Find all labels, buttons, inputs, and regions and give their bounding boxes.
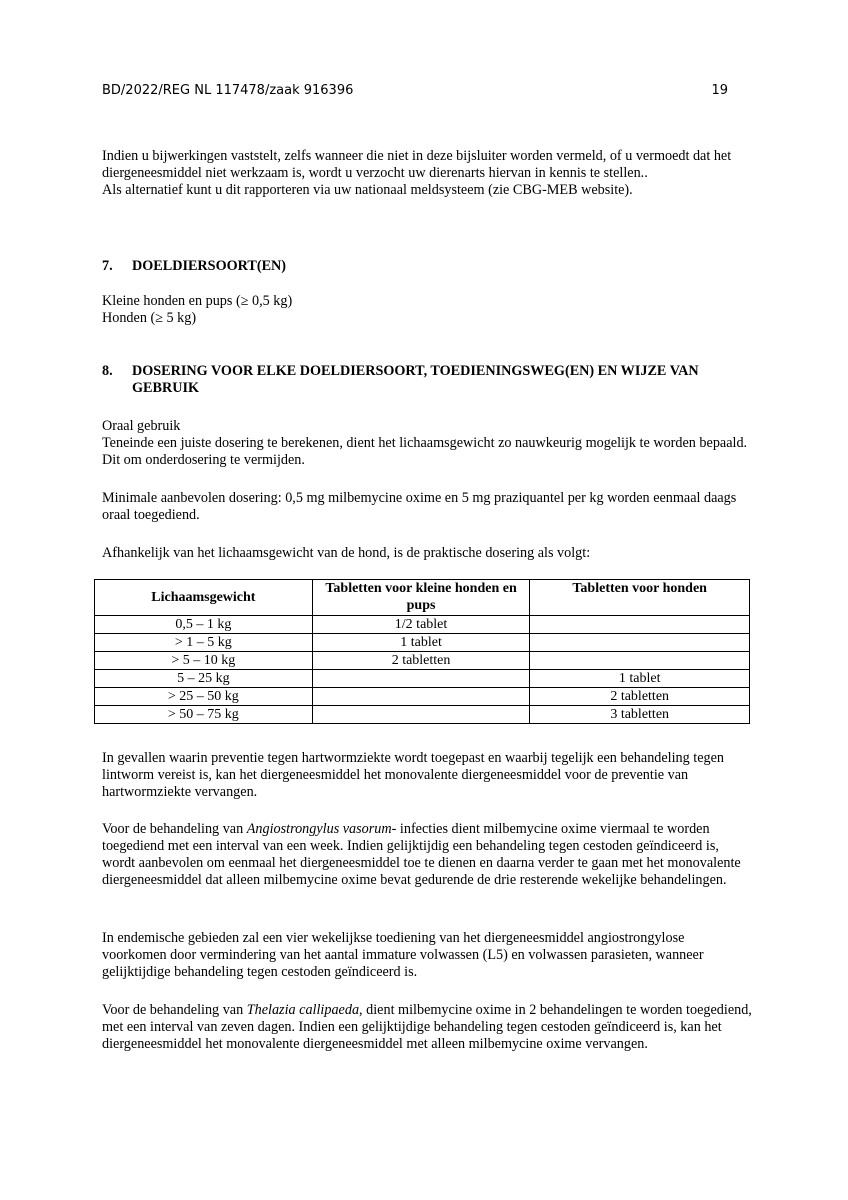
heartworm-paragraph: In gevallen waarin preventie tegen hartwormziekte wordt toegepast en waarbij tegelijk een behandeling tegen lintworm vereist is, kan het diergeneesmiddel het monovalente diergeneesmiddel voor de preventie van hartwormziekte vervangen. bbox=[102, 750, 725, 800]
dog-tablets-cell bbox=[530, 616, 750, 634]
angiostrongylus-paragraph bbox=[102, 821, 752, 889]
thelazia-paragraph bbox=[102, 1002, 752, 1053]
angio-prefix: Voor de behandeling van bbox=[102, 821, 247, 837]
small-dog-tablets-cell bbox=[312, 706, 530, 724]
section-number: 8. bbox=[102, 363, 113, 379]
weight-cell: > 50 – 75 kg bbox=[95, 706, 313, 724]
thelazia-species-name: Thelazia callipaeda bbox=[246, 1002, 360, 1018]
section-title: DOSERING VOOR ELKE DOELDIERSOORT, TOEDIENINGSWEG(EN) EN WIJZE VAN GEBRUIK bbox=[132, 363, 699, 396]
dog-tablets-cell bbox=[530, 652, 750, 670]
table-row bbox=[95, 634, 750, 652]
small-dog-tablets-cell: 2 tabletten bbox=[312, 652, 530, 670]
weight-cell: > 25 – 50 kg bbox=[95, 688, 313, 706]
weight-cell: 0,5 – 1 kg bbox=[95, 616, 313, 634]
dosage-table bbox=[94, 579, 750, 724]
table-row bbox=[95, 706, 750, 724]
section-7-heading bbox=[102, 258, 752, 275]
target-species-list bbox=[102, 293, 752, 327]
weight-cell: 5 – 25 kg bbox=[95, 670, 313, 688]
weight-determination-paragraph: Teneinde een juiste dosering te berekenen, dient het lichaamsgewicht zo nauwkeurig mogelijk te worden bepaald. Dit om onderdosering te vermijden. bbox=[102, 435, 748, 468]
small-dog-tablets-cell bbox=[312, 688, 530, 706]
alternative-reporting-paragraph: Als alternatief kunt u dit rapporteren via uw nationaal meldsysteem (zie CBG-MEB website). bbox=[102, 182, 633, 198]
table-row bbox=[95, 670, 750, 688]
table-row bbox=[95, 688, 750, 706]
route-of-administration: Oraal gebruik bbox=[102, 418, 181, 434]
section-number: 7. bbox=[102, 258, 113, 274]
angio-rest: - infecties dient milbemycine oxime viermaal te worden toegediend met een interval van een week. Indien gelijktijdig een behandeling tegen cestoden geïndiceerd is, wordt aanbevolen om eenmaal het diergeneesmiddel toe te dienen en daarna verder te gaan met het monovalente diergeneesmiddel dat alleen milbemycine oxime bevat gedurende de drie resterende wekelijke behandelingen. bbox=[102, 821, 741, 888]
route-and-weight-text bbox=[102, 418, 752, 469]
small-dog-tablets-cell bbox=[312, 670, 530, 688]
page-number: 19 bbox=[711, 83, 728, 98]
adverse-reporting-paragraph: Indien u bijwerkingen vaststelt, zelfs wanneer die niet in deze bijsluiter worden vermeld, of u vermoedt dat het diergeneesmiddel niet werkzaam is, wordt u verzocht uw dierenarts hiervan in kennis te stellen.. bbox=[102, 148, 732, 181]
thelazia-rest: , dient milbemycine oxime in 2 behandelingen te worden toegediend, met een interval van zeven dagen. Indien een gelijktijdige behandeling tegen cestoden geïndiceerd is, kan het diergeneesmiddel het monovalente diergeneesmiddel met alleen milbemycine oxime vervangen. bbox=[102, 1002, 752, 1052]
dog-tablets-cell bbox=[530, 634, 750, 652]
dog-tablets-cell: 1 tablet bbox=[530, 670, 750, 688]
target-species-dogs: Honden (≥ 5 kg) bbox=[102, 310, 197, 326]
table-row bbox=[95, 652, 750, 670]
minimum-dose-paragraph: Minimale aanbevolen dosering: 0,5 mg milbemycine oxime en 5 mg praziquantel per kg worden eenmaal daags oraal toegediend. bbox=[102, 490, 737, 523]
dog-tablets-cell: 2 tabletten bbox=[530, 688, 750, 706]
angio-species-name: Angiostrongylus vasorum bbox=[246, 821, 392, 837]
table-intro: Afhankelijk van het lichaamsgewicht van de hond, is de praktische dosering als volgt: bbox=[102, 545, 591, 561]
target-species-small-dogs: Kleine honden en pups (≥ 0,5 kg) bbox=[102, 293, 293, 309]
small-dog-tablets-cell: 1 tablet bbox=[312, 634, 530, 652]
section-title: DOELDIERSOORT(EN) bbox=[132, 258, 287, 274]
section-8-heading bbox=[102, 363, 742, 397]
adverse-reactions-text bbox=[102, 148, 752, 199]
column-header-small-dog-tablets: Tabletten voor kleine honden en pups bbox=[312, 580, 530, 616]
weight-cell: > 5 – 10 kg bbox=[95, 652, 313, 670]
weight-cell: > 1 – 5 kg bbox=[95, 634, 313, 652]
table-row bbox=[95, 616, 750, 634]
small-dog-tablets-cell: 1/2 tablet bbox=[312, 616, 530, 634]
column-header-body-weight: Lichaamsgewicht bbox=[95, 580, 313, 616]
table-header-row bbox=[95, 580, 750, 616]
column-header-dog-tablets: Tabletten voor honden bbox=[530, 580, 750, 616]
thelazia-prefix: Voor de behandeling van bbox=[102, 1002, 247, 1018]
dog-tablets-cell: 3 tabletten bbox=[530, 706, 750, 724]
endemic-areas-paragraph: In endemische gebieden zal een vier wekelijkse toediening van het diergeneesmiddel angiostrongylose voorkomen door vermindering van het aantal immature volwassen (L5) en volwassen parasieten, wanneer gelijktijdige behandeling tegen cestoden geïndiceerd is. bbox=[102, 930, 704, 980]
document-reference: BD/2022/REG NL 117478/zaak 916396 bbox=[102, 83, 354, 98]
